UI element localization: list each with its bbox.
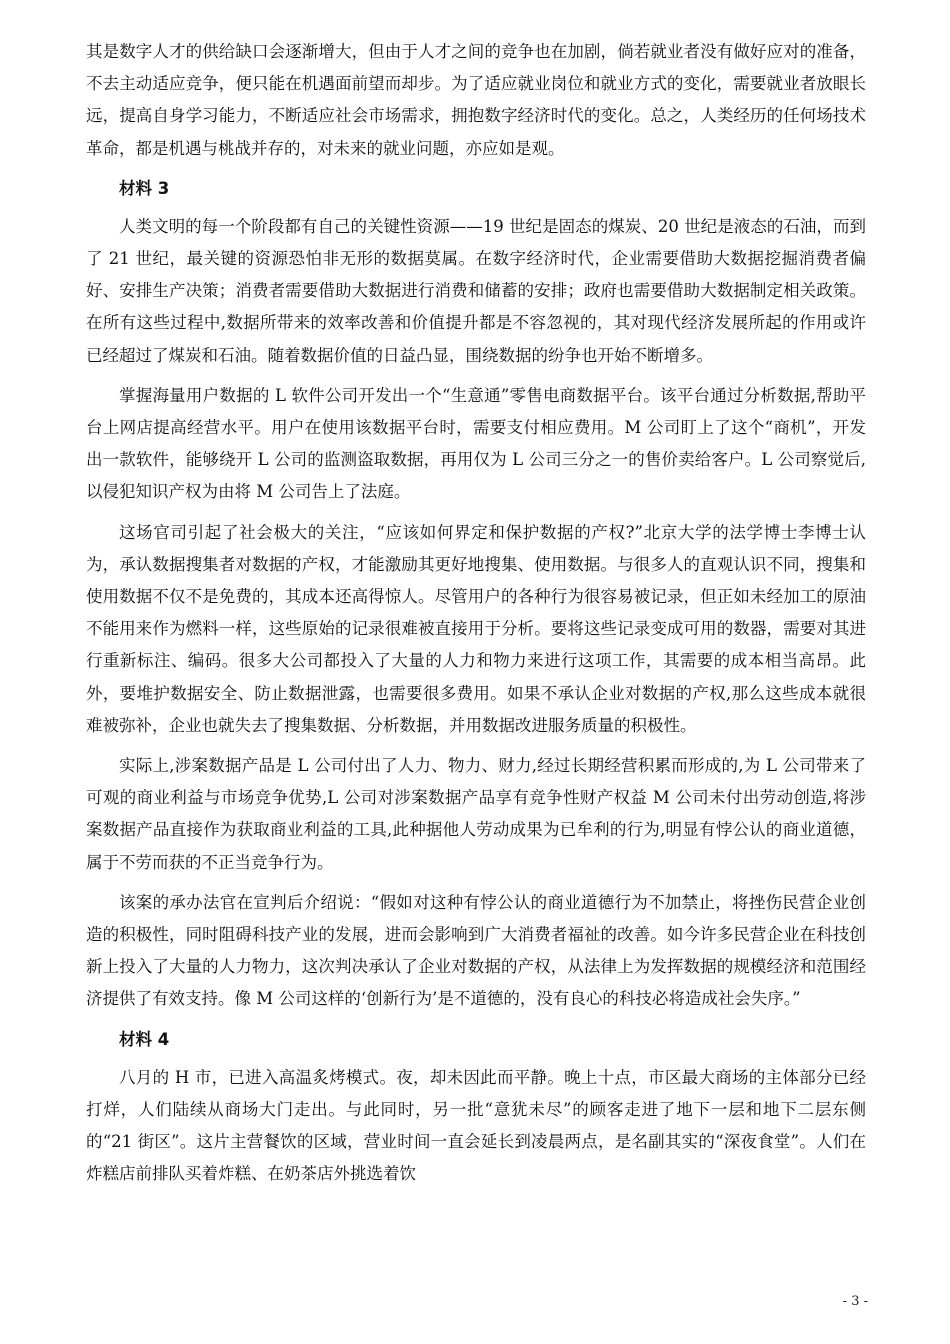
- material-3-paragraph-4: 实际上,涉案数据产品是 L 公司付出了人力、物力、财力,经过长期经营积累而形成的,为 L 公司带来了可观的商业利益与市场竞争优势,L 公司对涉案数据产品享有竞争性财产权益 M 公司未付出劳动创造,将涉案数据产品直接作为获取商业利益的工具,此种据他人劳动成果为已牟利的行为,明显有悖公认的商业道德，属于不劳而获的不正当竞争行为。: [86, 756, 866, 872]
- page-number: - 3 -: [842, 1294, 868, 1309]
- material-4-paragraph-1: 八月的 H 市，已进入高温炙烤模式。夜，却未因此而平静。晚上十点，市区最大商场的主体部分已经打烊，人们陆续从商场大门走出。与此同时，另一批“意犹未尽”的顾客走进了地下一层和地下二层东侧的“21 街区”。这片主营餐饮的区域，营业时间一直会延长到凌晨两点，是名副其实的“深夜食堂”。人们在炸糕店前排队买着炸糕、在奶茶店外挑选着饮: [86, 1067, 866, 1184]
- document-page: [86, 36, 866, 1199]
- material-3-paragraph-1: 人类文明的每一个阶段都有自己的关键性资源——19 世纪是固态的煤炭、20 世纪是液态的石油，而到了 21 世纪，最关键的资源恐怕非无形的数据莫属。在数字经济时代，企业需要借助大数据挖掘消费者偏好、安排生产决策；消费者需要借助大数据进行消费和储蓄的安排；政府也需要借助大数据制定相关政策。在所有这些过程中,数据所带来的效率改善和价值提升都是不容忽视的，其对现代经济发展所起的作用或许已经超过了煤炭和石油。随着数据价值的日益凸显，围绕数据的纷争也开始不断增多。: [86, 216, 866, 365]
- material-3-paragraph-2: 掌握海量用户数据的 L 软件公司开发出一个“生意通”零售电商数据平台。该平台通过分析数据,帮助平台上网店提高经营水平。用户在使用该数据平台时，需要支付相应费用。M 公司盯上了这个“商机”，开发出一款软件，能够绕开 L 公司的监测盗取数据，再用仅为 L 公司三分之一的售价卖给客户。L 公司察觉后,以侵犯知识产权为由将 M 公司告上了法庭。: [86, 385, 866, 502]
- material-3-paragraph-3: 这场官司引起了社会极大的关注，“应该如何界定和保护数据的产权?”北京大学的法学博士李博士认为，承认数据搜集者对数据的产权，才能激励其更好地搜集、使用数据。与很多人的直观认识不同，搜集和使用数据不仅不是免费的，其成本还高得惊人。尽管用户的各种行为很容易被记录，但正如未经加工的原油不能用来作为燃料一样，这些原始的记录很难被直接用于分析。要将这些记录变成可用的数器，需要对其进行重新标注、编码。很多大公司都投入了大量的人力和物力来进行这项工作，其需要的成本相当高昂。此外，要堆护数据安全、防止数据泄露，也需要很多费用。如果不承认企业对数据的产权,那么这些成本就很难被弥补，企业也就失去了搜集数据、分析数据，并用数据改进服务质量的积极性。: [86, 522, 866, 735]
- material-3-paragraph-5: 该案的承办法官在宣判后介绍说：“假如对这种有悖公认的商业道德行为不加禁止，将挫伤民营企业创造的积极性，同时阻碍科技产业的发展，进而会影响到广大消费者福祉的改善。如今许多民营企业在科技创新上投入了大量的人力物力，这次判决承认了企业对数据的产权，从法律上为发挥数据的规模经济和范围经济提供了有效支持。像 M 公司这样的‘创新行为’是不道德的，没有良心的科技必将造成社会失序。”: [86, 892, 866, 1009]
- material-3-heading: 材料 3: [119, 178, 170, 198]
- material-4-heading: 材料 4: [119, 1029, 170, 1049]
- material-2-tail-paragraph: 其是数字人才的供给缺口会逐渐增大，但由于人才之间的竞争也在加剧，倘若就业者没有做好应对的准备，不去主动适应竞争，便只能在机遇面前望而却步。为了适应就业岗位和就业方式的变化，需要就业者放眼长远，提高自身学习能力，不断适应社会市场需求，拥抱数字经济时代的变化。总之，人类经历的任何场技术革命，都是机遇与桃战并存的，对未来的就业问题，亦应如是观。: [86, 42, 866, 158]
